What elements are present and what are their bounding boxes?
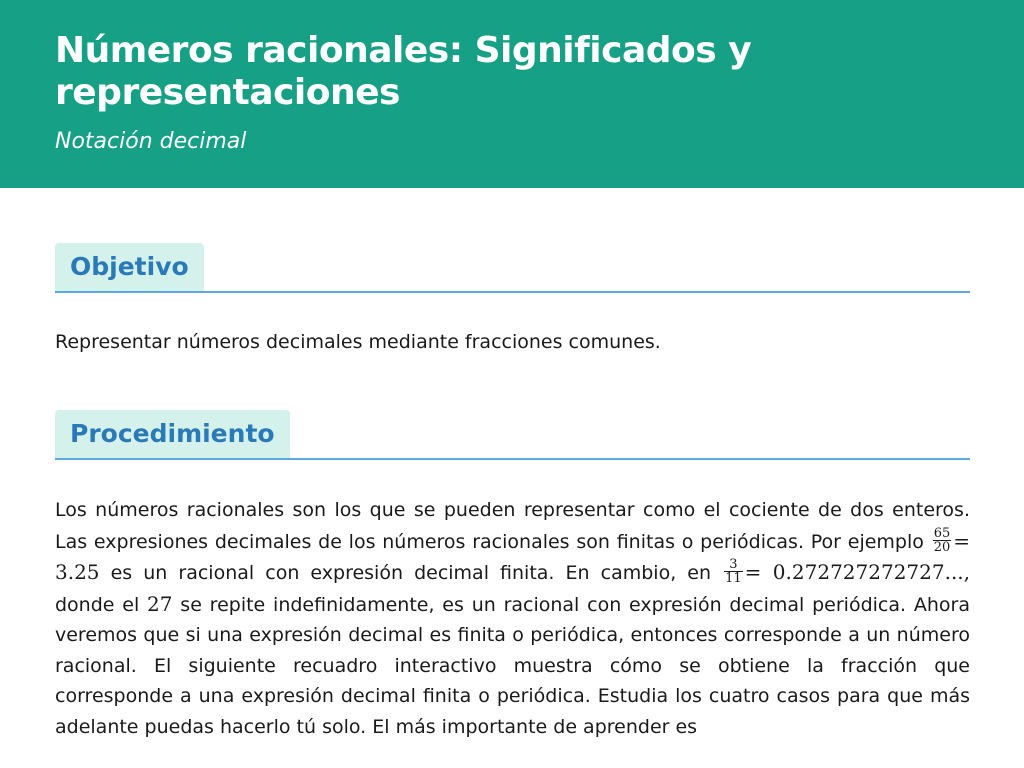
objective-text: Representar números decimales mediante fracciones comunes. (55, 331, 661, 353)
procedure-heading: Procedimiento (55, 410, 290, 458)
page-title: Números racionales: Significados y representaciones (55, 30, 752, 113)
example2-equals: = 0.272727272727..., (744, 560, 971, 584)
procedure-section-header (55, 410, 970, 460)
example1-equals: = 3.25 (55, 528, 970, 584)
objective-heading: Objetivo (55, 243, 204, 291)
fraction-65-20 (933, 527, 952, 554)
fraction-numerator: 3 (724, 558, 743, 572)
repeating-digits: 27 (147, 591, 173, 616)
procedure-text-part-3: donde el (55, 593, 140, 616)
objective-section-header (55, 243, 970, 293)
fraction-3-11 (724, 558, 743, 585)
procedure-text-part-1: Los números racionales son los que se pueden representar como el cociente de dos enteros. Las expresiones decimales de los números racionales son finitas o periódicas. Por ejemplo (55, 499, 970, 553)
procedure-text (55, 495, 970, 742)
fraction-denominator: 20 (933, 539, 951, 555)
fraction-denominator: 11 (725, 571, 742, 586)
page-subtitle: Notación decimal (55, 129, 247, 154)
procedure-text-part-2: es un racional con expresión decimal finita. En cambio, en (110, 562, 712, 584)
fraction-numerator: 65 (933, 525, 951, 541)
procedure-text-part-4: se repite indefinidamente, es un racional con expresión decimal periódica. Ahora veremos que si una expresión decimal es finita o periódica, entonces corresponde a un número racional. El siguiente recuadro interactivo muestra cómo se obtiene la fracción que corresponde a una expresión decimal finita o periódica. Estudia los cuatro casos para que más adelante puedas hacerlo tú solo. El más importante de aprender es (55, 593, 970, 738)
page-header (0, 0, 1024, 188)
